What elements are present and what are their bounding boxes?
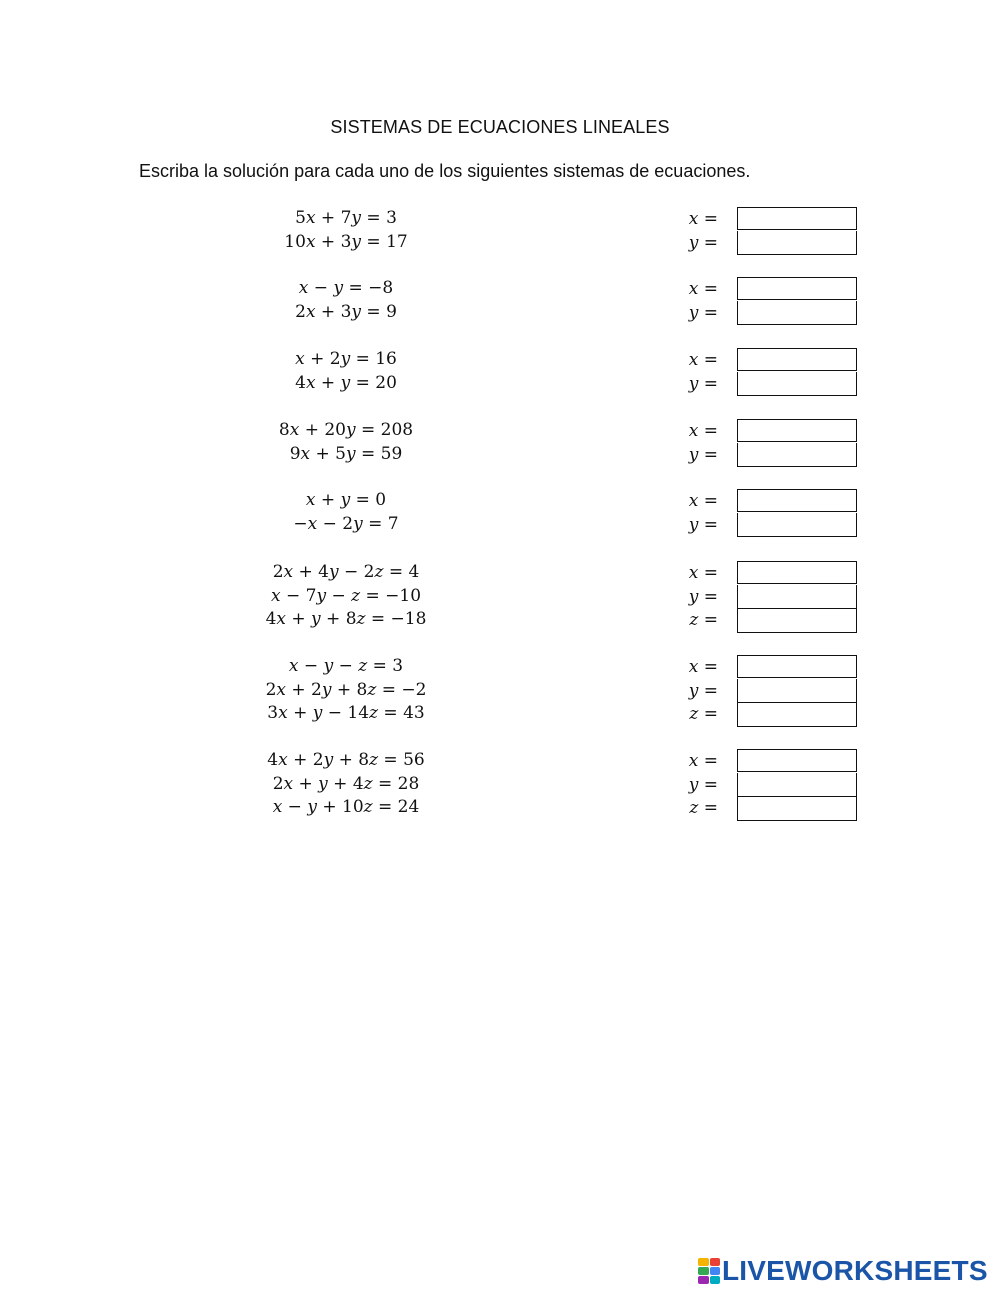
equation: 4x + y + 8z = −18 xyxy=(265,609,427,629)
answer-input-y[interactable] xyxy=(737,372,857,396)
equation: 2x + 2y + 8z = −2 xyxy=(265,679,427,700)
variable-label: y = xyxy=(688,302,718,323)
answer-input-x[interactable] xyxy=(737,655,857,678)
answer-input-x[interactable] xyxy=(737,419,857,442)
answer-input-x[interactable] xyxy=(737,207,857,230)
liveworksheets-logo xyxy=(698,1255,988,1287)
variable-label: x = xyxy=(688,751,718,771)
answer-input-x[interactable] xyxy=(737,348,857,371)
answer-input-y[interactable] xyxy=(737,443,857,467)
variable-label: y = xyxy=(688,444,718,465)
variable-label: x = xyxy=(688,209,718,229)
answer-input-z[interactable] xyxy=(737,609,857,633)
logo-square xyxy=(710,1276,721,1284)
equation: 4x + y = 20 xyxy=(295,372,397,393)
answer-input-y[interactable] xyxy=(737,231,857,255)
answer-input-y[interactable] xyxy=(737,585,857,609)
answer-input-x[interactable] xyxy=(737,749,857,772)
equation: 2x + y + 4z = 28 xyxy=(272,773,420,794)
logo-square xyxy=(698,1258,709,1266)
answer-input-z[interactable] xyxy=(737,797,857,821)
variable-label: z = xyxy=(689,704,718,724)
answer-input-y[interactable] xyxy=(737,301,857,325)
variable-label: y = xyxy=(688,514,718,535)
variable-label: y = xyxy=(688,373,718,394)
equation: 2x + 3y = 9 xyxy=(295,301,397,322)
answer-input-x[interactable] xyxy=(737,489,857,512)
equation: 10x + 3y = 17 xyxy=(284,231,408,252)
equation: 3x + y − 14z = 43 xyxy=(267,703,425,723)
logo-square xyxy=(710,1267,721,1275)
answer-input-x[interactable] xyxy=(737,277,857,300)
equation: x − y + 10z = 24 xyxy=(272,797,420,817)
variable-label: y = xyxy=(688,774,718,795)
equation: x − 7y − z = −10 xyxy=(270,585,422,606)
variable-label: y = xyxy=(688,232,718,253)
equation: 8x + 20y = 208 xyxy=(278,420,414,440)
equation: 4x + 2y + 8z = 56 xyxy=(267,750,425,770)
variable-label: x = xyxy=(688,657,718,677)
variable-label: x = xyxy=(688,350,718,370)
variable-label: x = xyxy=(688,421,718,441)
equation: x + 2y = 16 xyxy=(295,349,397,369)
answer-input-y[interactable] xyxy=(737,679,857,703)
logo-square xyxy=(698,1267,709,1275)
variable-label: z = xyxy=(689,610,718,630)
logo-text: LIVEWORKSHEETS xyxy=(722,1255,988,1286)
answer-input-y[interactable] xyxy=(737,513,857,537)
liveworksheets-logo-icon xyxy=(698,1258,720,1284)
page-title: SISTEMAS DE ECUACIONES LINEALES xyxy=(330,117,670,137)
instructions-text: Escriba la solución para cada uno de los siguientes sistemas de ecuaciones. xyxy=(139,161,751,181)
equation: x − y − z = 3 xyxy=(288,656,404,676)
equation: −x − 2y = 7 xyxy=(293,513,399,534)
answer-input-z[interactable] xyxy=(737,703,857,727)
equation: x − y = −8 xyxy=(298,278,394,298)
answer-input-y[interactable] xyxy=(737,773,857,797)
logo-square xyxy=(698,1276,709,1284)
equation: 5x + 7y = 3 xyxy=(295,208,397,228)
answer-input-x[interactable] xyxy=(737,561,857,584)
equation: 9x + 5y = 59 xyxy=(289,443,403,464)
variable-label: x = xyxy=(688,279,718,299)
equation: 2x + 4y − 2z = 4 xyxy=(272,562,420,582)
variable-label: x = xyxy=(688,563,718,583)
variable-label: y = xyxy=(688,680,718,701)
logo-square xyxy=(710,1258,721,1266)
equation: x + y = 0 xyxy=(305,490,387,510)
variable-label: y = xyxy=(688,586,718,607)
variable-label: x = xyxy=(688,491,718,511)
variable-label: z = xyxy=(689,798,718,818)
